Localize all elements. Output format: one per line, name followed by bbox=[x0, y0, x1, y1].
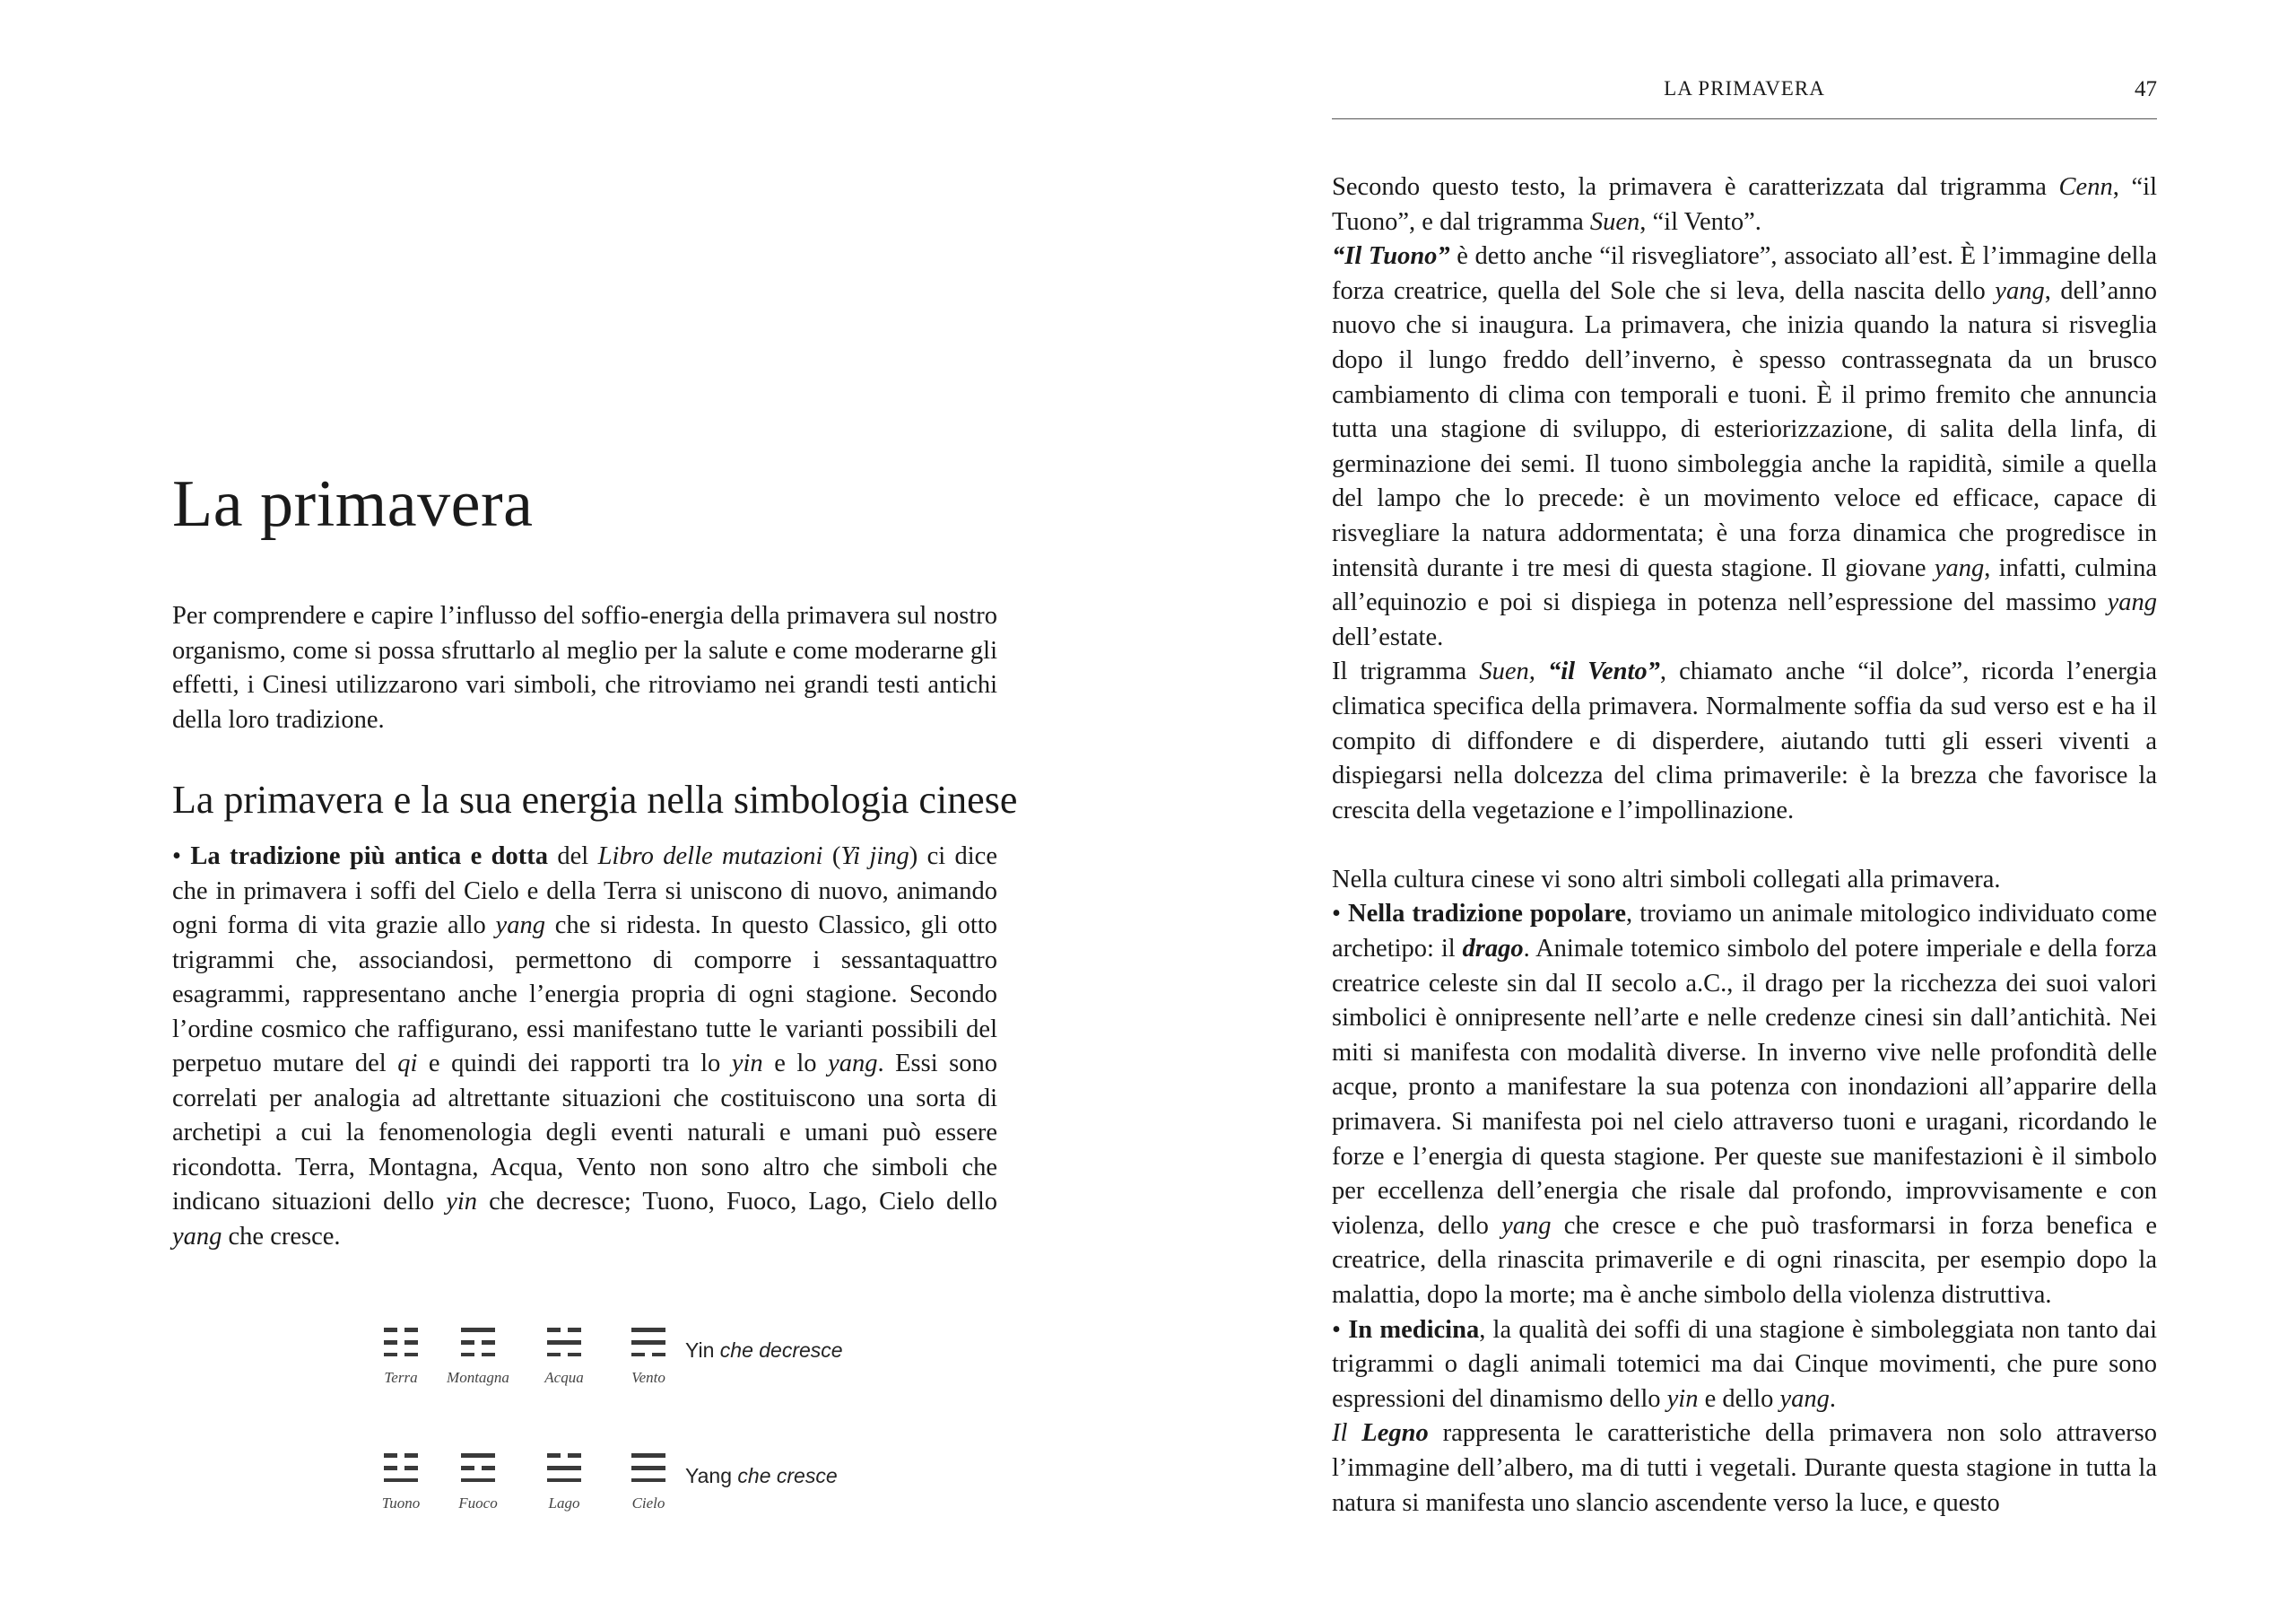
term-cenn: Cenn bbox=[2058, 173, 2113, 201]
book-title-chinese: Yi jing bbox=[840, 842, 909, 870]
text-run: , “il Vento”. bbox=[1639, 207, 1761, 236]
yang-line bbox=[384, 1478, 418, 1482]
trigram-label: Terra bbox=[384, 1369, 418, 1386]
caption-word: Yin bbox=[685, 1338, 715, 1362]
yang-line bbox=[461, 1478, 495, 1482]
term-yin: yin bbox=[1666, 1384, 1699, 1413]
text-run: Il trigramma bbox=[1332, 658, 1480, 686]
chapter-title: La primavera bbox=[172, 467, 534, 541]
term-yang: yang bbox=[828, 1050, 878, 1077]
term-suen: Suen bbox=[1589, 207, 1640, 236]
text-run: , la qualità dei soffi di una stagione è simboleggiata non tanto dai trigrammi o dagli animali totemici ma dai Cinque movimenti, che pure sono espressioni del dinamismo dello bbox=[1332, 1315, 2157, 1413]
text-run: , dell’anno nuovo che si inaugura. La primavera, che inizia quando la natura si risveglia dopo il lungo freddo dell’inverno, è spesso contrassegnata da un brusco cambiamento di clima con temporali e tuoni. È il primo fremito che annuncia tutta una stagione di sviluppo, di esteriorizzazione, di salita della linfa, di germinazione dei semi. Il tuono simboleggia anche la rapidità, simile a quella del lampo che lo precede: è un movimento veloce ed efficace, capace di risvegliare la natura addormentata; è una forza dinamica che progredisce in intensità durante i tre mesi di questa stagione. Il giovane bbox=[1332, 276, 2157, 582]
yin-line-segment bbox=[404, 1340, 418, 1345]
text-run: è detto anche “il risvegliatore”, associato all’est. È l’immagine della forza creatrice, quella del Sole che si leva, della nascita dello bbox=[1332, 242, 2158, 305]
paragraph-lead: La tradizione più antica e dotta bbox=[190, 842, 548, 870]
term-legno: Legno bbox=[1361, 1419, 1429, 1448]
yin-line-segment bbox=[547, 1328, 561, 1332]
term-yang: yang bbox=[1501, 1211, 1552, 1240]
yin-line-segment bbox=[384, 1453, 397, 1458]
text-run: del bbox=[548, 842, 598, 870]
yang-line bbox=[461, 1328, 495, 1332]
bullet: • bbox=[1332, 900, 1349, 928]
text-run: . Animale totemico simbolo del potere imperiale e della forza creatrice celeste sin dal II secolo a.C., il drago per la ricchezza dei suoi valori simbolici è onnipresente nell’arte e nelle credenze cinesi sin dall’antichità. Nei miti si manifesta con modalità diverse. In inverno vive nelle profondità delle acque, pronto a manifestare la sua potenza con inondazioni all’apparire della primavera. Si manifesta poi nel cielo attraverso tuoni e uragani, ricordando le forze e l’energia di questa stagione. Per queste sue manifestazioni è il simbolo per eccellenza dell’energia che risale dal profondo, improvvisamente e con violenza, dello bbox=[1332, 935, 2158, 1240]
trigram-caption-yin bbox=[685, 1338, 843, 1363]
right-body-text bbox=[1332, 170, 2157, 1521]
text-run: ( bbox=[822, 842, 841, 870]
yin-line-segment bbox=[482, 1353, 495, 1356]
yin-line-segment bbox=[568, 1328, 581, 1332]
paragraph-popular-tradition bbox=[1332, 897, 2157, 1312]
text-run: che decresce; Tuono, Fuoco, Lago, Cielo dello bbox=[477, 1188, 997, 1216]
text-run: . bbox=[1829, 1384, 1836, 1413]
term-drago: drago bbox=[1462, 935, 1524, 963]
term-yin: yin bbox=[731, 1050, 763, 1077]
trigram-fuoco-icon bbox=[458, 1451, 498, 1482]
yang-line bbox=[631, 1453, 665, 1458]
paragraph-vento bbox=[1332, 655, 2157, 828]
page-number: 47 bbox=[2135, 77, 2157, 101]
yang-line bbox=[631, 1340, 665, 1345]
yin-line-segment bbox=[568, 1353, 581, 1356]
yin-line-segment bbox=[461, 1353, 474, 1356]
yin-line-segment bbox=[404, 1453, 418, 1458]
text-run: , infatti, culmina all’equinozio e poi si dispiega in potenza nell’espressione del massimo bbox=[1332, 553, 2157, 617]
term-yang: yang bbox=[1934, 553, 1985, 582]
bullet: • bbox=[172, 842, 191, 870]
trigram-label: Acqua bbox=[544, 1369, 584, 1386]
caption-rest: che cresce bbox=[732, 1464, 838, 1487]
paragraph-other-symbols: Nella cultura cinese vi sono altri simboli collegati alla primavera. bbox=[1332, 865, 2001, 893]
yang-line bbox=[631, 1328, 665, 1332]
trigram-label: Lago bbox=[548, 1495, 580, 1512]
right-page bbox=[1148, 0, 2296, 1621]
book-title: Libro delle mutazioni bbox=[597, 842, 823, 870]
text-run: e dello bbox=[1698, 1384, 1780, 1413]
trigram-label: Cielo bbox=[631, 1495, 665, 1512]
term-yang: yang bbox=[1779, 1384, 1830, 1413]
paragraph-trigrams-intro bbox=[1332, 170, 2157, 240]
tradition-paragraph bbox=[172, 840, 997, 1254]
term-suen: Suen, bbox=[1479, 658, 1535, 686]
yin-line-segment bbox=[404, 1353, 418, 1356]
paragraph-gap bbox=[1332, 828, 2157, 863]
yin-line-segment bbox=[568, 1453, 581, 1458]
paragraph-lead: Nella tradizione popolare bbox=[1348, 900, 1627, 928]
text-run: che cresce e che può trasformarsi in forza benefica e creatrice, della rinascita primaverile e di ogni rinascita, per esempio dopo la malattia, dopo la morte; ma è anche simbolo della violenza distruttiva. bbox=[1332, 1211, 2158, 1309]
yin-line-segment bbox=[547, 1453, 561, 1458]
yin-line-segment bbox=[384, 1353, 397, 1356]
text-run: rappresenta le caratteristiche della primavera non solo attraverso l’immagine dell’albero, ma di tutti i vegetali. Durante questa stagione in tutta la natura si manifesta uno slancio ascendente verso la luce, e questo bbox=[1332, 1419, 2157, 1517]
text-run: Secondo questo testo, la primavera è caratterizzata dal trigramma bbox=[1332, 173, 2059, 201]
text-run: , troviamo un animale mitologico individuato come archetipo: il bbox=[1332, 900, 2157, 963]
yin-line-segment bbox=[461, 1340, 474, 1345]
yin-line-segment bbox=[482, 1466, 495, 1470]
yang-line bbox=[547, 1466, 581, 1470]
yang-line bbox=[631, 1478, 665, 1482]
trigram-terra-icon bbox=[381, 1326, 421, 1356]
yin-line-segment bbox=[547, 1353, 561, 1356]
trigram-label: Vento bbox=[631, 1369, 665, 1386]
trigram-label: Montagna bbox=[447, 1369, 509, 1386]
intro-paragraph: Per comprendere e capire l’influsso del soffio-energia della primavera sul nostro organismo, come si possa sfruttarlo al meglio per la salute e come moderarne gli effetti, i Cinesi utilizzarono vari simboli, che ritroviamo nei grandi testi antichi della loro tradizione. bbox=[172, 602, 997, 734]
text-run: dell’estate. bbox=[1332, 623, 1444, 651]
trigram-vento bbox=[599, 1326, 698, 1387]
yin-line-segment bbox=[384, 1340, 397, 1345]
running-head bbox=[1332, 75, 2157, 119]
text-run: e quindi dei rapporti tra lo bbox=[417, 1050, 732, 1077]
yin-line-segment bbox=[384, 1328, 397, 1332]
yang-line bbox=[631, 1466, 665, 1470]
text-run: che cresce. bbox=[222, 1222, 341, 1251]
yin-line-segment bbox=[631, 1353, 645, 1356]
yang-line bbox=[461, 1453, 495, 1458]
paragraph-legno bbox=[1332, 1416, 2157, 1521]
term-yin: yin bbox=[446, 1188, 478, 1216]
trigram-acqua-icon bbox=[544, 1326, 584, 1356]
paragraph-tuono bbox=[1332, 240, 2157, 655]
yin-line-segment bbox=[652, 1353, 665, 1356]
term-yang: yang bbox=[2107, 588, 2157, 617]
bullet: • bbox=[1332, 1315, 1349, 1344]
term-qi: qi bbox=[397, 1050, 418, 1077]
trigram-row-yin bbox=[0, 1326, 1148, 1425]
text-run: e lo bbox=[762, 1050, 829, 1077]
text-run: , chiamato anche “il dolce”, ricorda l’energia climatica specifica della primavera. Normalmente soffia da sud verso est e ha il compito di diffondere e di disperdere, aiutando tutti gli esseri viventi a dispiegarsi nella dolcezza del clima primaverile: è la brezza che favorisce la crescita della vegetazione e l’impollinazione. bbox=[1332, 658, 2157, 824]
running-title: LA PRIMAVERA bbox=[1664, 77, 1825, 100]
trigram-montagna bbox=[429, 1326, 527, 1387]
yang-line bbox=[547, 1478, 581, 1482]
paragraph-medicine bbox=[1332, 1313, 2157, 1417]
term-yang: yang bbox=[172, 1222, 222, 1251]
paragraph-lead: In medicina bbox=[1348, 1315, 1480, 1344]
yin-line-segment bbox=[461, 1466, 474, 1470]
yang-line bbox=[547, 1340, 581, 1345]
term-yang: yang bbox=[1995, 276, 2045, 305]
text-run: Il bbox=[1332, 1419, 1362, 1448]
text-run: . Essi sono correlati per analogia ad altrettante situazioni che costituiscono una sorta di archetipi a cui la fenomenologia degli eventi naturali e umani può essere ricondotta. Terra, Montagna, Acqua, Vento non sono altro che simboli che indicano situazioni dello bbox=[172, 1050, 998, 1216]
yin-line-segment bbox=[384, 1466, 397, 1470]
trigram-cielo bbox=[599, 1451, 698, 1512]
trigram-montagna-icon bbox=[458, 1326, 498, 1356]
yin-line-segment bbox=[482, 1340, 495, 1345]
trigram-row-yang bbox=[0, 1451, 1148, 1550]
trigram-caption-yang bbox=[685, 1464, 838, 1488]
trigram-cielo-icon bbox=[629, 1451, 668, 1482]
paragraph-lead: “Il Tuono” bbox=[1332, 242, 1450, 271]
trigram-vento-icon bbox=[629, 1326, 668, 1356]
trigram-lago-icon bbox=[544, 1451, 584, 1482]
yin-line-segment bbox=[404, 1328, 418, 1332]
yin-line-segment bbox=[404, 1466, 418, 1470]
paragraph-lead: “il Vento” bbox=[1535, 658, 1660, 686]
trigram-label: Tuono bbox=[381, 1495, 421, 1512]
trigram-fuoco bbox=[429, 1451, 527, 1512]
text-run: , “il Tuono”, e dal trigramma bbox=[1332, 173, 2157, 236]
text-run: che si ridesta. In questo Classico, gli otto trigrammi che, associandosi, permettono di comporre i sessantaquattro esagrammi, rappresentano anche l’energia propria di ogni stagione. Secondo l’ordine cosmico che raffigurano, essi manifestano tutte le varianti possibili del perpetuo mutare del bbox=[172, 911, 997, 1077]
section-title: La primavera e la sua energia nella simbologia cinese bbox=[172, 778, 1018, 822]
term-yang: yang bbox=[495, 911, 545, 939]
caption-rest: che decresce bbox=[714, 1338, 843, 1362]
trigram-tuono-icon bbox=[381, 1451, 421, 1482]
text-run: ) ci dice che in primavera i soffi del Cielo e della Terra si uniscono di nuovo, animando ogni forma di vita grazie allo bbox=[172, 842, 997, 939]
caption-word: Yang bbox=[685, 1464, 733, 1487]
trigram-label: Fuoco bbox=[458, 1495, 498, 1512]
